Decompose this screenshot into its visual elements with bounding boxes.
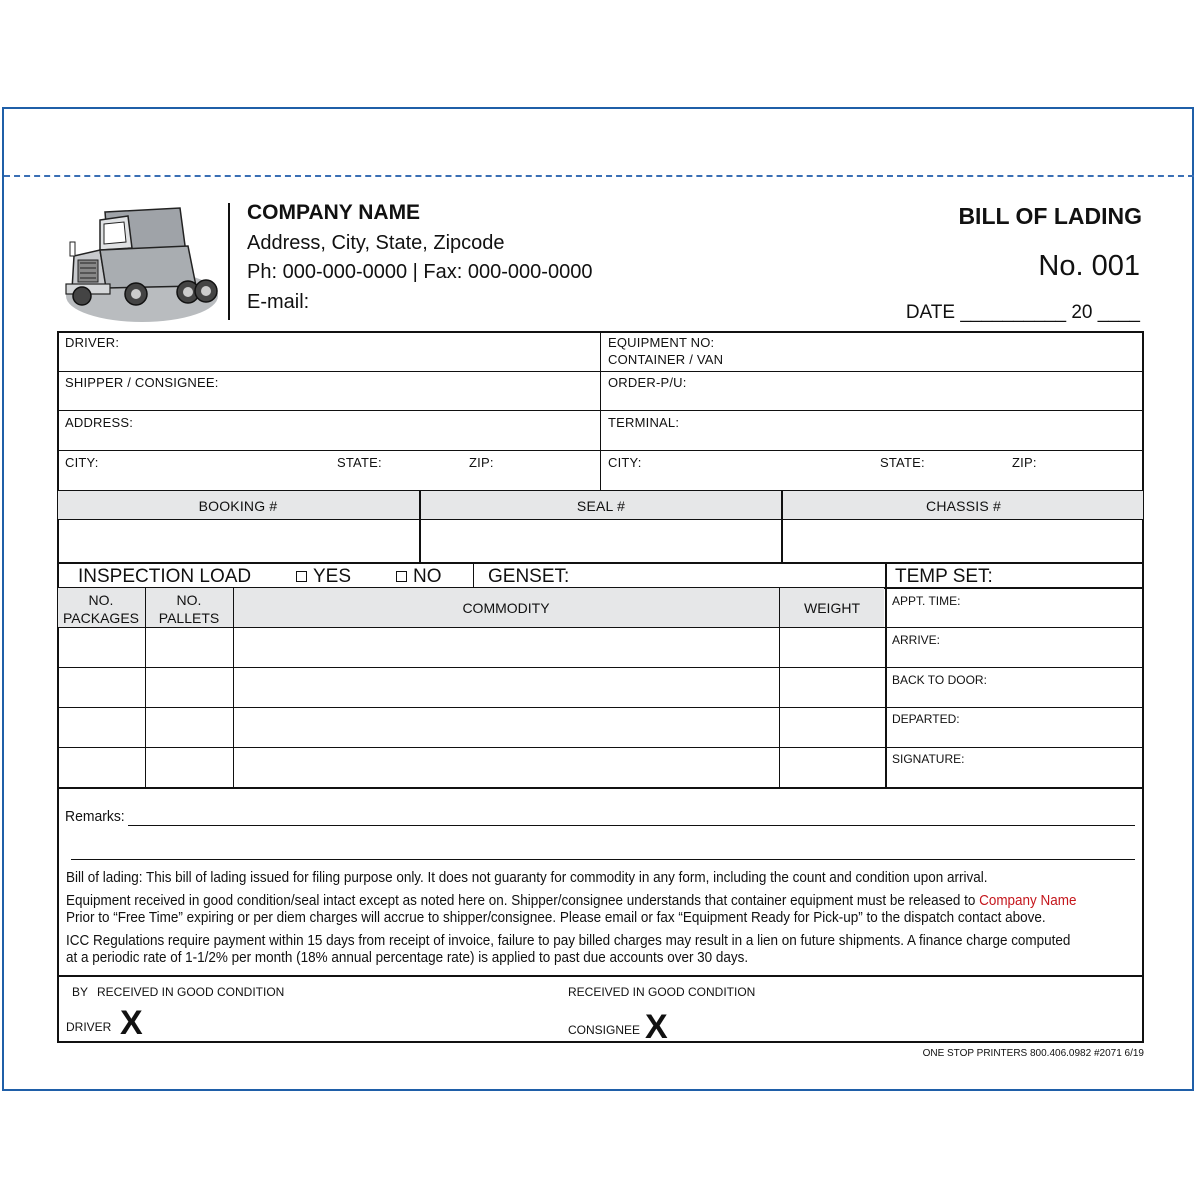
appt-time-field[interactable]: APPT. TIME: <box>892 594 961 608</box>
seal-header: SEAL # <box>576 498 626 514</box>
terms-paragraph-2a: Equipment received in good condition/seal intact except as noted here on. Shipper/consignee understands that container equipment must be released to Company Name <box>66 893 1077 909</box>
received-label-left: RECEIVED IN GOOD CONDITION <box>97 985 285 999</box>
perforation-line <box>4 175 1194 177</box>
company-name-highlight: Company Name <box>979 893 1077 909</box>
state-field-left[interactable]: STATE: <box>337 455 382 470</box>
signature-field[interactable]: SIGNATURE: <box>892 752 965 766</box>
booking-header: BOOKING # <box>198 498 278 514</box>
address-field[interactable]: ADDRESS: <box>65 415 134 430</box>
yes-checkbox[interactable] <box>296 571 307 582</box>
order-pu-field[interactable]: ORDER-P/U: <box>608 375 687 390</box>
printer-footer: ONE STOP PRINTERS 800.406.0982 #2071 6/19 <box>922 1048 1144 1059</box>
chassis-header: CHASSIS # <box>926 498 1001 514</box>
terms-paragraph-3a: ICC Regulations require payment within 15 days from receipt of invoice, failure to pay billed charges may result in a lien on future shipments. A finance charge computed <box>66 933 1071 949</box>
city-field-left[interactable]: CITY: <box>65 455 99 470</box>
no-checkbox[interactable] <box>396 571 407 582</box>
zip-field-right[interactable]: ZIP: <box>1012 455 1037 470</box>
document-number: No. 001 <box>1038 250 1140 282</box>
company-email: E-mail: <box>247 291 310 313</box>
booking-input[interactable] <box>59 521 417 561</box>
inspection-load-label: INSPECTION LOAD <box>78 566 252 587</box>
zip-field-left[interactable]: ZIP: <box>469 455 494 470</box>
shipper-consignee-field[interactable]: SHIPPER / CONSIGNEE: <box>65 375 219 390</box>
driver-signature-label: DRIVER <box>66 1020 112 1034</box>
equipment-no-field[interactable]: EQUIPMENT NO: <box>608 335 715 350</box>
no-label: NO <box>413 566 442 587</box>
terms-paragraph-1: Bill of lading: This bill of lading issued for filing purpose only. It does not guaranty for commodity in any form, including the count and condition upon arrival. <box>66 870 988 886</box>
inspection-yes-option[interactable] <box>296 566 351 588</box>
yes-label: YES <box>313 566 352 587</box>
consignee-signature-x[interactable]: X <box>645 1008 668 1046</box>
temp-set-field[interactable]: TEMP SET: <box>895 566 993 587</box>
terms-paragraph-2b: Prior to “Free Time” expiring or per diem charges will accrue to shipper/consignee. Please email or fax “Equipment Ready for Pick-up” to the dispatch contact above. <box>66 910 1046 926</box>
date-field: DATE __________ 20 ____ <box>905 302 1140 323</box>
document-title: BILL OF LADING <box>958 203 1142 229</box>
remarks-line-2[interactable] <box>71 859 1135 860</box>
company-name: COMPANY NAME <box>247 201 421 224</box>
company-phone-fax: Ph: 000-000-0000 | Fax: 000-000-0000 <box>247 261 593 283</box>
genset-field[interactable]: GENSET: <box>488 566 570 587</box>
truck-logo <box>60 198 225 328</box>
inspection-no-option[interactable] <box>396 566 442 588</box>
consignee-signature-label: CONSIGNEE <box>568 1023 641 1037</box>
driver-field[interactable]: DRIVER: <box>65 335 120 350</box>
terminal-field-label[interactable]: TERMINAL: <box>608 415 680 430</box>
container-van-label: CONTAINER / VAN <box>608 352 724 367</box>
packages-header: NO. PACKAGES <box>63 592 139 626</box>
departed-field[interactable]: DEPARTED: <box>892 712 960 726</box>
terms-paragraph-3b: at a periodic rate of 1-1/2% per month (18% annual percentage rate) is applied to past due accounts over 30 days. <box>66 950 749 966</box>
city-field-right[interactable]: CITY: <box>608 455 642 470</box>
pallets-header: NO. PALLETS <box>158 592 220 626</box>
commodity-header: COMMODITY <box>462 600 550 616</box>
by-label: BY <box>72 985 89 999</box>
header-divider <box>228 203 230 320</box>
remarks-line-1[interactable] <box>128 825 1135 826</box>
received-label-right: RECEIVED IN GOOD CONDITION <box>568 985 756 999</box>
company-address: Address, City, State, Zipcode <box>247 232 505 254</box>
seal-input[interactable] <box>421 521 779 561</box>
back-to-door-field[interactable]: BACK TO DOOR: <box>892 673 987 687</box>
remarks-label: Remarks: <box>65 808 125 825</box>
arrive-field[interactable]: ARRIVE: <box>892 633 941 647</box>
state-field-right[interactable]: STATE: <box>880 455 925 470</box>
driver-signature-x[interactable]: X <box>120 1004 143 1042</box>
weight-header: WEIGHT <box>804 600 860 616</box>
chassis-input[interactable] <box>783 521 1142 561</box>
